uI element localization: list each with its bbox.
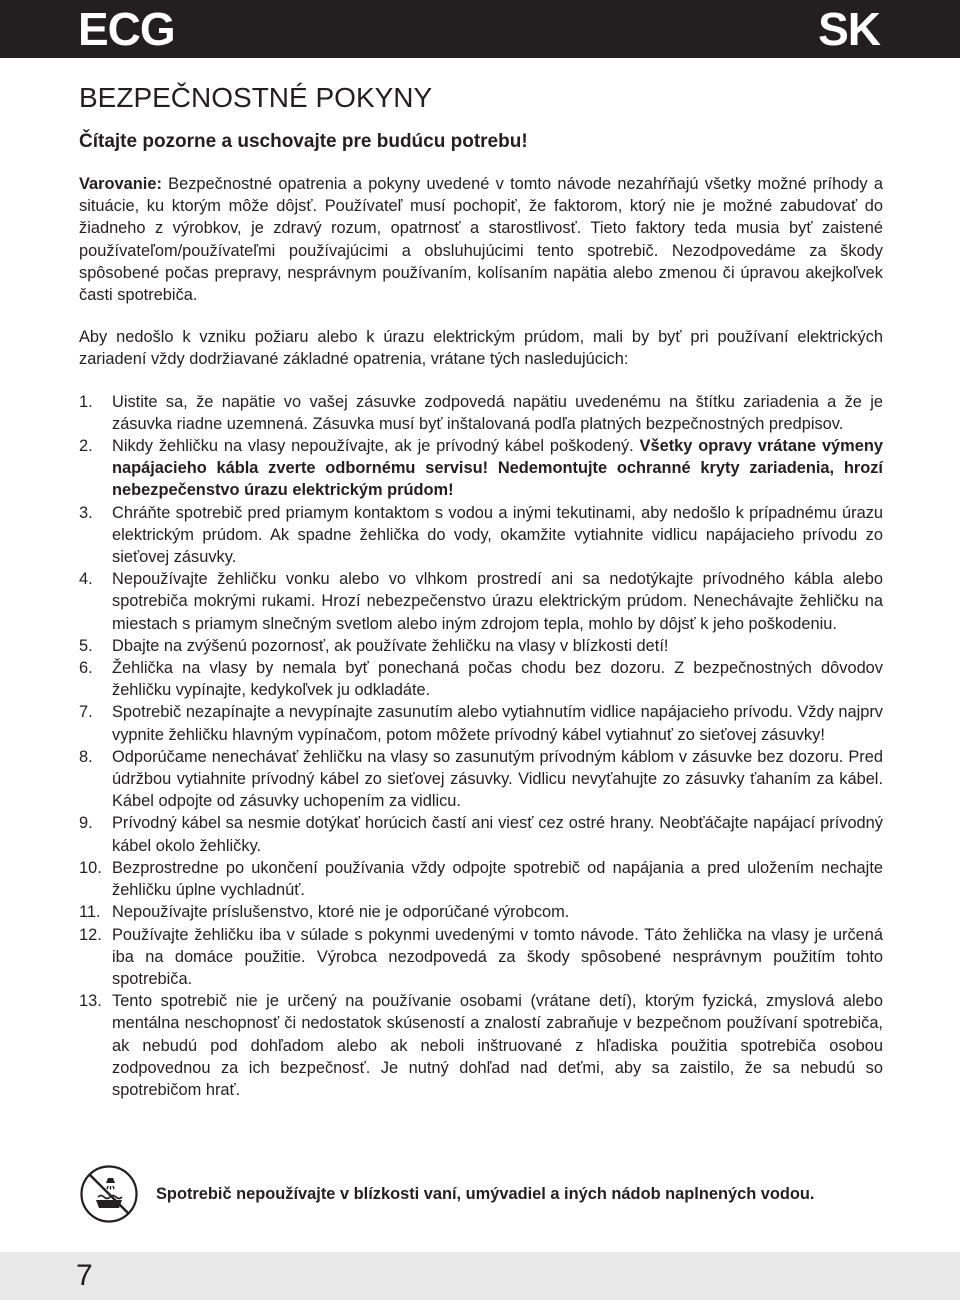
rule-text: Tento spotrebič nie je určený na používanie osobami (vrátane detí), ktorým fyzická, zmyslová alebo mentálna neschopnosť či nedostatok skúseností a znalostí zabraňuje v bezpečnom používaní spotrebiča, ak nebudú pod dohľadom alebo ak neboli inštruované z hľadiska použitia spotrebiča osobou zodpovednou za ich bezpečnosť. Je nutný dohľad nad deťmi, aby sa zaistilo, že sa nebudú so spotrebičom hrať. bbox=[112, 992, 883, 1099]
rule-number: 10. bbox=[79, 858, 102, 877]
no-water-bath-icon bbox=[79, 1164, 139, 1224]
safety-rule-item bbox=[79, 635, 883, 657]
rule-text: Nepoužívajte príslušenstvo, ktoré nie je odporúčané výrobcom. bbox=[112, 903, 570, 922]
warning-text: Bezpečnostné opatrenia a pokyny uvedené v tomto návode nezahŕňajú všetky možné príhody a situácie, ku ktorým môže dôjsť. Používateľ musí pochopiť, že faktorom, ktorý nie je možné zabudovať do žiadneho z výrobkov, je zdravý rozum, opatrnosť a starostlivosť. Tieto faktory teda musia byť zaistené používateľom/používateľmi používajúcimi a obsluhujúcimi tento spotrebič. Nezodpovedáme za škody spôsobené počas prepravy, nesprávnym používaním, kolísaním napätia alebo zmenou či úpravou akejkoľvek časti spotrebiča. bbox=[79, 175, 883, 305]
rule-text: Spotrebič nezapínajte a nevypínajte zasunutím alebo vytiahnutím vidlice napájacieho prívodu. Vždy najprv vypnite žehličku hlavným vypínačom, potom môžete prívodný kábel vytiahnuť zo sieťovej zásuvky! bbox=[112, 703, 883, 744]
rule-text: Nepoužívajte žehličku vonku alebo vo vlhkom prostredí ani sa nedotýkajte prívodného kábla alebo spotrebiča mokrými rukami. Hrozí nebezpečenstvo úrazu elektrickým prúdom. Nenechávajte žehličku na miestach s priamym slnečným svetlom alebo iným zdrojom tepla, mohlo by dôjsť k jeho poškodeniu. bbox=[112, 570, 883, 633]
rule-text: Žehlička na vlasy by nemala byť ponechaná počas chodu bez dozoru. Z bezpečnostných dôvodov žehličku vypínajte, kedykoľvek ju odkladáte. bbox=[112, 659, 883, 700]
rule-text: Prívodný kábel sa nesmie dotýkať horúcich častí ani viesť cez ostré hrany. Neobťáčajte napájací prívodný kábel okolo žehličky. bbox=[112, 814, 883, 855]
rule-text: Nikdy žehličku na vlasy nepoužívajte, ak je prívodný kábel poškodený. bbox=[112, 437, 634, 456]
rule-number: 11. bbox=[79, 903, 101, 922]
safety-rule-item bbox=[79, 568, 883, 635]
rule-number: 8. bbox=[79, 747, 93, 766]
safety-rule-item bbox=[79, 901, 883, 923]
rule-text: Bezprostredne po ukončení používania vždy odpojte spotrebič od napájania a pred uložením nechajte žehličku úplne vychladnúť. bbox=[112, 858, 883, 900]
safety-rule-item bbox=[79, 990, 883, 1101]
rule-text: Dbajte na zvýšenú pozornosť, ak používate žehličku na vlasy v blízkosti detí! bbox=[112, 636, 669, 655]
rule-text: Odporúčame nenechávať žehličku na vlasy so zasunutým prívodným káblom v zásuvke bez dozoru. Pred údržbou vytiahnite prívodný kábel zo sieťovej zásuvky. Vidlicu nevyťahujte zo zásuvky ťahaním za kábel. Kábel odpojte od zásuvky uchopením za vidlicu. bbox=[112, 747, 883, 811]
bath-warning-text: Spotrebič nepoužívajte v blízkosti vaní, umývadiel a iných nádob naplnených vodou. bbox=[156, 1185, 815, 1203]
safety-rule-item bbox=[79, 857, 883, 901]
rule-number: 5. bbox=[79, 636, 93, 655]
safety-rule-item bbox=[79, 502, 883, 569]
rule-number: 1. bbox=[79, 392, 93, 411]
safety-rule-item bbox=[79, 812, 883, 856]
intro-paragraph: Aby nedošlo k vzniku požiaru alebo k úrazu elektrickým prúdom, mali by byť pri používaní elektrických zariadení vždy dodržiavané základné opatrenia, vrátane tých nasledujúcich: bbox=[79, 328, 883, 369]
rule-number: 2. bbox=[79, 437, 93, 456]
safety-rule-item bbox=[79, 391, 883, 435]
rule-number: 12. bbox=[79, 925, 102, 944]
safety-rule-item bbox=[79, 924, 883, 991]
page-title: BEZPEČNOSTNÉ POKYNY bbox=[79, 82, 433, 113]
safety-rule-item bbox=[79, 657, 883, 701]
rule-text: Chráňte spotrebič pred priamym kontaktom s vodou a inými tekutinami, aby nedošlo k prípadnému úrazu elektrickým prúdom. Ak spadne žehlička do vody, okamžite vytiahnite vidlicu napájacieho prívodu zo sieťovej zásuvky. bbox=[112, 503, 883, 567]
page-subtitle: Čítajte pozorne a uschovajte pre budúcu potrebu! bbox=[79, 131, 528, 152]
rule-number: 9. bbox=[79, 814, 93, 833]
rule-text: Používajte žehličku iba v súlade s pokynmi uvedenými v tomto návode. Táto žehlička na vlasy je určená iba na domáce použitie. Výrobca nezodpovedá za škody spôsobené nesprávnym použitím tohto spotrebiča. bbox=[112, 925, 883, 988]
brand-logo: ECG bbox=[78, 3, 175, 55]
rule-number: 3. bbox=[79, 503, 93, 522]
rule-text: Uistite sa, že napätie vo vašej zásuvke zodpovedá napätiu uvedenému na štítku zariadenia a že je zásuvka riadne uzemnená. Zásuvka musí byť inštalovaná podľa platných bezpečnostných predpisov. bbox=[112, 392, 883, 433]
rule-number: 13. bbox=[79, 992, 102, 1011]
rule-bold-text: Všetky opravy vrátane výmeny napájacieho kábla zverte odbornému servisu! Nedemontujte ochranné kryty zariadenia, hrozí nebezpečenstvo úrazu elektrickým prúdom! bbox=[112, 437, 883, 500]
page-header bbox=[0, 0, 960, 58]
safety-rule-item bbox=[79, 701, 883, 745]
safety-rules-list bbox=[79, 391, 883, 1102]
page-footer bbox=[0, 1252, 960, 1300]
language-code: SK bbox=[818, 3, 880, 55]
warning-label: Varovanie: bbox=[79, 175, 162, 193]
safety-rule-item bbox=[79, 746, 883, 813]
content-body bbox=[79, 173, 883, 1101]
page-number: 7 bbox=[76, 1259, 93, 1292]
rule-number: 7. bbox=[79, 703, 93, 722]
warning-paragraph bbox=[79, 173, 883, 306]
rule-number: 4. bbox=[79, 570, 93, 589]
safety-rule-item bbox=[79, 435, 883, 502]
bath-warning bbox=[79, 1164, 889, 1224]
rule-number: 6. bbox=[79, 659, 93, 678]
